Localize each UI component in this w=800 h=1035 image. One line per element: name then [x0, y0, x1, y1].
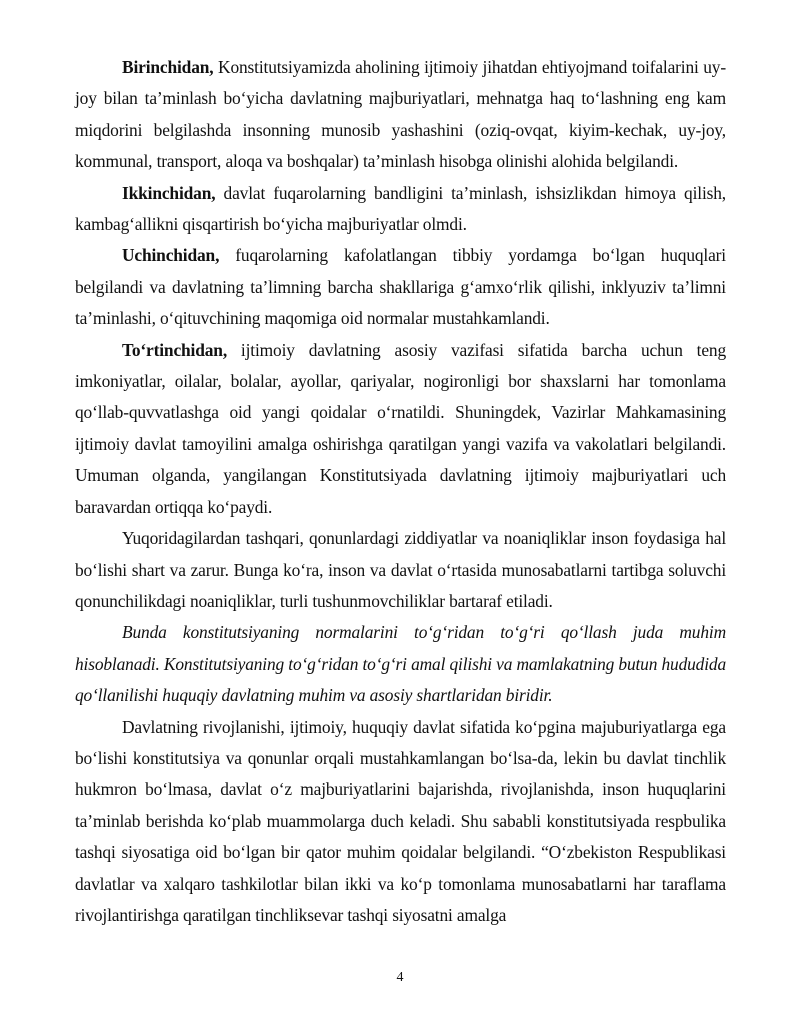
paragraph-text: davlat fuqarolarning bandligini ta’minlash, ishsizlikdan himoya qilish, kambag‘allikni qisqartirish bo‘yicha majburiyatlar olmdi. [75, 182, 726, 235]
paragraph-text: Konstitutsiyamizda aholining ijtimoiy jihatdan ehtiyojmand toifalarini uy-joy bilan ta’minlash bo‘yicha davlatning majburiyatlari, mehnatga haq to‘lashning eng kam miqdorini belgilashda insonning munosib yashashini (oziq-ovqat, kiyim-kechak, uy-joy, kommunal, transport, aloqa va boshqalar) ta’minlash hisobga olinishi alohida belgilandi. [75, 57, 726, 172]
paragraph-direct-application [75, 617, 726, 711]
paragraph-first [75, 52, 726, 178]
page-number: 4 [396, 970, 404, 985]
paragraph-text: Yuqoridagilardan tashqari, qonunlardagi ziddiyatlar va noaniqliklar inson foydasiga hal bo‘lishi shart va zarur. Bunga ko‘ra, inson va davlat o‘rtasida munosabatlarni tartibga soluvchi qonunchilikdagi noaniqliklar, turli tushunmovchiliklar bartaraf etiladi. [75, 528, 726, 611]
paragraph-lead: Ikkinchidan, [122, 182, 216, 203]
paragraph-fourth [75, 335, 726, 523]
paragraph-text: ijtimoiy davlatning asosiy vazifasi sifatida barcha uchun teng imkoniyatlar, oilalar, bolalar, ayollar, qariyalar, nogironligi bor shaxslarni har tomonlama qo‘llab-quvvatlashga oid yangi qoidalar o‘rnatildi. Shuningdek, Vazirlar Mahkamasining ijtimoiy davlat tamoyilini amalga oshirishga qaratilgan yangi vazifa va vakolatlari belgilandi. Umuman olganda, yangilangan Konstitutsiyada davlatning ijtimoiy majburiyatlari uch baravardan ortiqqa ko‘paydi. [75, 339, 726, 517]
paragraph-text: fuqarolarning kafolatlangan tibbiy yordamga bo‘lgan huquqlari belgilandi va davlatning ta’limning barcha shakllariga g‘amxo‘rlik qilishi, inklyuziv ta’limni ta’minlashi, o‘qituvchining maqomiga oid normalar mustahkamlandi. [75, 245, 726, 329]
paragraph-lead: Birinchidan, [122, 57, 214, 77]
paragraph-third [75, 240, 726, 334]
paragraph-second [75, 178, 726, 241]
paragraph-contradictions [75, 523, 726, 617]
paragraph-foreign-policy [75, 712, 726, 932]
paragraph-lead: Uchinchidan, [122, 245, 220, 266]
paragraph-text: Bunda konstitutsiyaning normalarini to‘g‘ridan to‘g‘ri qo‘llash juda muhim hisoblanadi. Konstitutsiyaning to‘g‘ridan to‘g‘ri amal qilishi va mamlakatning butun hududida qo‘llanilishi huquqiy davlatning muhim va asosiy shartlaridan biridir. [75, 622, 726, 706]
document-body [75, 52, 726, 931]
paragraph-text: Davlatning rivojlanishi, ijtimoiy, huquqiy davlat sifatida ko‘pgina majuburiyatlarga ega bo‘lishi konstitutsiya va qonunlar orqali mustahkamlangan bo‘lsa-da, lekin bu davlat tinchlik hukmron bo‘lmasa, davlat o‘z majburiyatlarini bajarishda, rivojlanishda, inson huquqlarini ta’minlab berishda ko‘plab muammolarga duch keladi. Shu sababli konstitutsiyada respbulika tashqi siyosatiga oid bo‘lgan bir qator muhim qoidalar belgilandi. “O‘zbekiston Respublikasi davlatlar va xalqaro tashkilotlar bilan ikki va ko‘p tomonlama munosabatlarni har taraflama rivojlantirishga qaratilgan tinchliksevar tashqi siyosatni amalga [75, 716, 726, 925]
paragraph-lead: To‘rtinchidan, [122, 339, 228, 360]
